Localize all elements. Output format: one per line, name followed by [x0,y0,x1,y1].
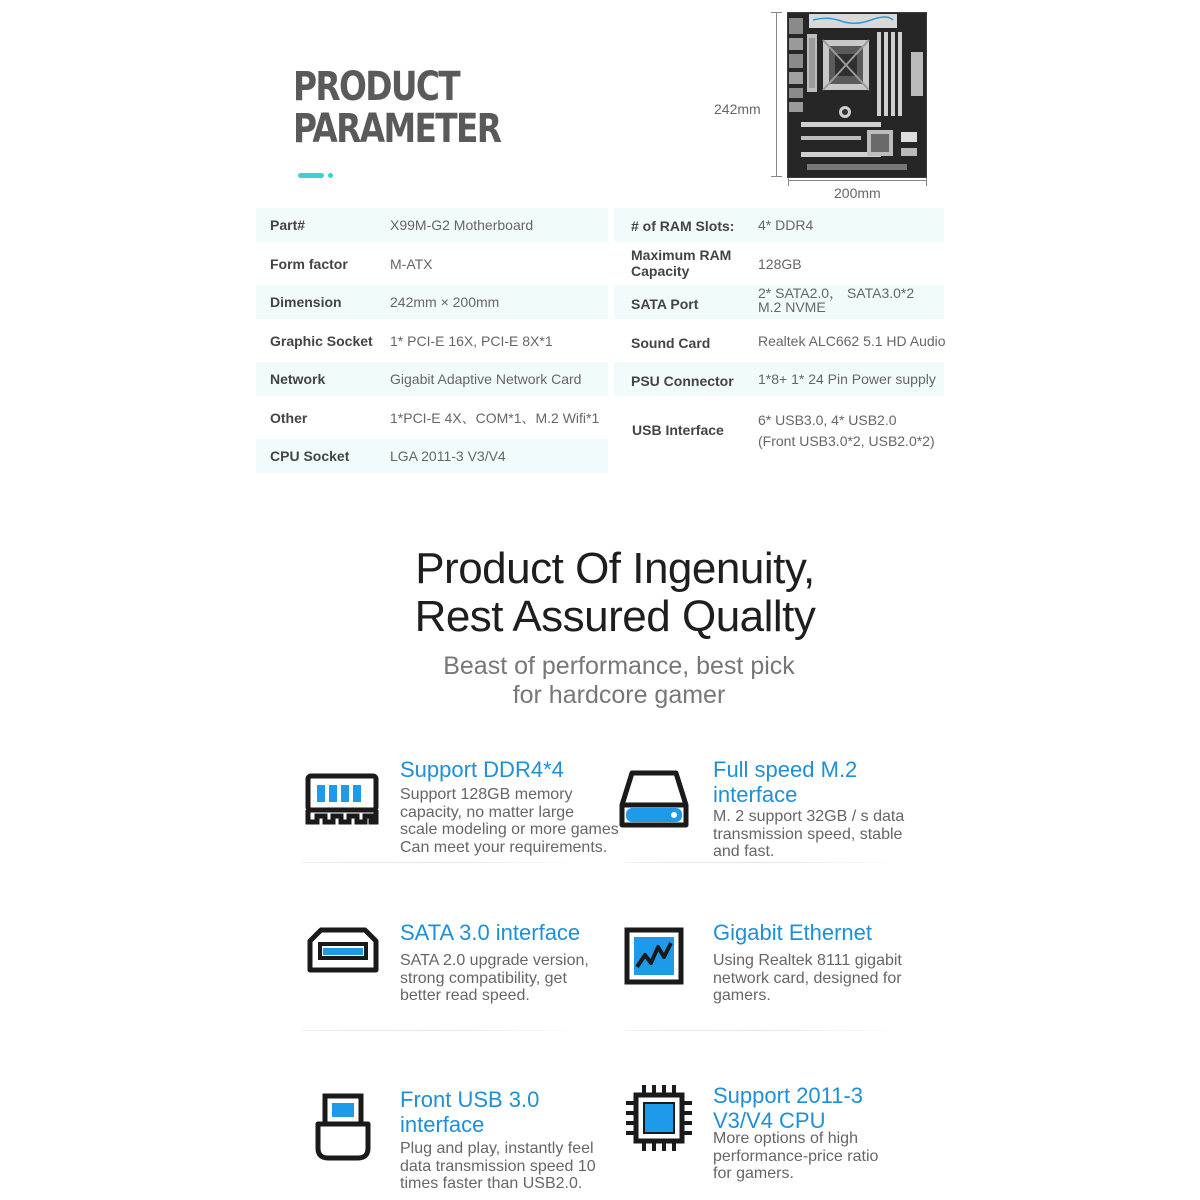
usb-icon [315,1093,371,1161]
title-accent-dot [328,173,333,178]
spec-key-graphic-socket: Graphic Socket [270,333,373,349]
section-title-line2: PARAMETER [293,106,501,152]
spec-key-sata-port: SATA Port [631,296,699,312]
spec-value-psu-connector: 1*8+ 1* 24 Pin Power supply [758,371,936,387]
sata-port-icon [307,927,379,973]
feature-separator [303,862,565,863]
feature-desc-m2-line: transmission speed, stable [713,825,903,843]
feature-separator [303,1030,565,1031]
spec-key-cpu-socket: CPU Socket [270,448,350,464]
spec-key-usb-interface: USB Interface [632,422,724,438]
feature-desc-usb-line: Plug and play, instantly feel [400,1140,594,1157]
feature-desc-cpu-line: performance-price ratio [713,1147,879,1165]
feature-desc-ethernet-line: gamers. [713,987,771,1004]
feature-desc-sata [400,952,589,1005]
feature-desc-cpu [713,1130,878,1183]
ethernet-icon [624,927,684,985]
spec-key-psu-connector: PSU Connector [631,373,734,389]
feature-desc-usb [400,1140,596,1193]
spec-value-max-ram: 128GB [758,256,802,272]
headline [0,545,1200,641]
feature-title-ethernet: Gigabit Ethernet [713,920,872,945]
feature-desc-ethernet [713,952,902,1005]
feature-desc-sata-line: SATA 2.0 upgrade version, [400,952,589,969]
feature-title-usb-line: Front USB 3.0 [400,1087,540,1112]
width-dimension-line [788,180,927,181]
feature-desc-ddr4-line: scale modeling or more games [400,821,619,838]
motherboard-image [787,12,927,178]
spec-value-other: 1*PCI-E 4X、COM*1、M.2 Wifi*1 [390,410,600,426]
m2-drive-icon [618,769,690,831]
spec-key-part: Part# [270,217,306,233]
spec-key-ram-slots: # of RAM Slots: [631,218,735,234]
spec-value-sata-port [758,286,914,314]
feature-desc-m2 [713,808,904,861]
spec-key-max-ram-line1: Maximum RAM [631,247,732,263]
feature-desc-m2-line: M. 2 support 32GB / s data [713,808,905,825]
spec-value-usb-interface-line2: (Front USB3.0*2, USB2.0*2) [758,433,935,449]
spec-key-network: Network [270,371,326,387]
feature-title-cpu-line: V3/V4 CPU [713,1108,826,1133]
feature-title-usb-line: interface [400,1112,485,1137]
feature-desc-sata-line: better read speed. [400,987,530,1004]
feature-desc-ddr4-line: capacity, no matter large [400,803,575,821]
subheadline-line1: Beast of performance, best pick [443,652,795,680]
spec-value-sata-port-line2: M.2 NVME [758,299,826,315]
height-dimension-cap-bottom [771,176,782,177]
height-dimension-label: 242mm [714,101,761,117]
spec-key-max-ram-line2: Capacity [631,263,690,279]
feature-title-sata: SATA 3.0 interface [400,920,581,945]
subheadline-line2: for hardcore gamer [512,681,726,709]
spec-value-part: X99M-G2 Motherboard [390,217,534,233]
cpu-icon [624,1083,694,1153]
spec-key-max-ram [631,247,731,279]
feature-desc-ddr4-line: Can meet your requirements. [400,838,608,856]
feature-title-cpu [713,1083,863,1133]
height-dimension-line [776,12,777,177]
feature-separator [625,1030,887,1031]
width-dimension-label: 200mm [834,185,881,201]
section-title-line1: PRODUCT [293,64,460,110]
feature-title-m2-line: Full speed M.2 [713,757,858,782]
feature-separator [625,862,887,863]
feature-desc-usb-line: data transmission speed 10 [400,1157,596,1175]
spec-key-dimension: Dimension [270,294,342,310]
headline-line2: Rest Assured Quallty [414,592,816,641]
feature-desc-m2-line: and fast. [713,843,775,860]
spec-value-sound-card: Realtek ALC662 5.1 HD Audio [758,333,946,349]
spec-key-form-factor: Form factor [270,256,348,272]
feature-title-cpu-line: Support 2011-3 [713,1083,864,1108]
feature-title-ddr4: Support DDR4*4 [400,757,564,782]
spec-key-other: Other [270,410,308,426]
feature-title-m2-line: interface [713,782,798,807]
feature-title-usb [400,1087,539,1137]
feature-desc-ddr4 [400,786,619,856]
spec-value-cpu-socket: LGA 2011-3 V3/V4 [390,448,506,464]
subheadline [0,652,1200,710]
feature-title-m2 [713,757,857,807]
feature-desc-sata-line: strong compatibility, get [400,969,567,987]
feature-desc-cpu-line: for gamers. [713,1165,794,1182]
section-title [293,66,500,150]
feature-desc-ethernet-line: network card, designed for [713,969,902,987]
spec-value-form-factor: M-ATX [390,256,433,272]
spec-value-ram-slots: 4* DDR4 [758,217,814,233]
headline-line1: Product Of Ingenuity, [415,544,815,593]
feature-desc-cpu-line: More options of high [713,1130,858,1147]
title-accent-bar [298,173,324,178]
height-dimension-cap-top [771,12,782,13]
spec-value-usb-interface [758,410,935,452]
spec-value-network: Gigabit Adaptive Network Card [390,371,582,387]
spec-value-dimension: 242mm × 200mm [390,294,500,310]
spec-value-usb-interface-line1: 6* USB3.0, 4* USB2.0 [758,412,897,428]
spec-key-sound-card: Sound Card [631,335,711,351]
ram-icon [305,773,379,825]
feature-desc-ethernet-line: Using Realtek 8111 gigabit [713,952,902,969]
spec-value-graphic-socket: 1* PCI-E 16X, PCI-E 8X*1 [390,333,553,349]
spec-value-sata-port-line1: 2* SATA2.0， SATA3.0*2 [758,285,915,301]
feature-desc-ddr4-line: Support 128GB memory [400,786,573,803]
feature-desc-usb-line: times faster than USB2.0. [400,1175,583,1192]
